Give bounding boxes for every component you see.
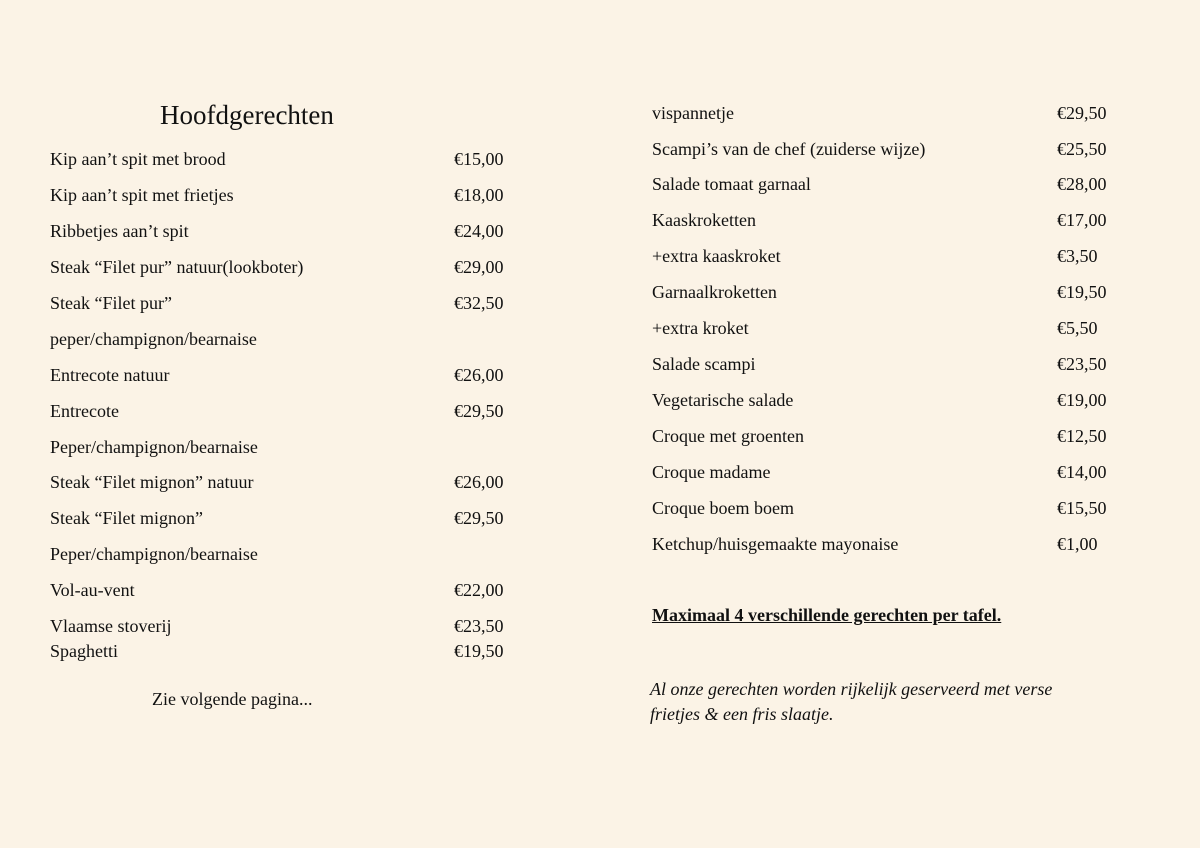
menu-item	[50, 220, 530, 242]
menu-item-name: Steak “Filet mignon” natuur	[50, 472, 254, 492]
menu-item	[50, 148, 530, 170]
menu-item-name: Ketchup/huisgemaakte mayonaise	[652, 534, 899, 554]
menu-item-price: €24,00	[454, 221, 504, 241]
menu-item-name: Vol-au-vent	[50, 580, 135, 600]
menu-item	[652, 173, 1172, 195]
menu-item-price: €14,00	[1057, 462, 1107, 482]
menu-item-price: €29,50	[454, 401, 504, 421]
menu-item-price: €23,50	[1057, 354, 1107, 374]
menu-item-name: Croque boem boem	[652, 498, 794, 518]
menu-item-subline	[50, 543, 530, 565]
menu-item	[652, 461, 1172, 483]
menu-item-name: +extra kaaskroket	[652, 246, 781, 266]
menu-item-price: €3,50	[1057, 246, 1098, 266]
section-title: Hoofdgerechten	[160, 100, 334, 130]
menu-item	[50, 507, 530, 529]
menu-item	[652, 317, 1172, 339]
menu-item-price: €26,00	[454, 365, 504, 385]
menu-item-name: Kip aan’t spit met frietjes	[50, 185, 234, 205]
menu-item	[50, 579, 530, 601]
menu-item-price: €23,50	[454, 616, 504, 636]
serving-note	[650, 677, 1180, 727]
menu-item-price: €19,50	[454, 641, 504, 661]
menu-item-name: vispannetje	[652, 103, 734, 123]
menu-item-name: Salade scampi	[652, 354, 756, 374]
menu-item-subline	[50, 328, 530, 350]
menu-item-price: €28,00	[1057, 174, 1107, 194]
menu-item	[50, 615, 530, 637]
serving-note-line: Al onze gerechten worden rijkelijk geserveerd met verse	[650, 679, 1053, 699]
menu-item-name: +extra kroket	[652, 318, 749, 338]
menu-item-price: €29,00	[454, 257, 504, 277]
menu-item-name: Spaghetti	[50, 641, 118, 661]
menu-item	[652, 533, 1172, 555]
menu-item-price: €18,00	[454, 185, 504, 205]
menu-item-price: €26,00	[454, 472, 504, 492]
menu-item	[50, 471, 530, 493]
next-page-note: Zie volgende pagina...	[152, 689, 313, 709]
menu-item	[652, 281, 1172, 303]
menu-item	[652, 102, 1172, 124]
menu-item	[652, 425, 1172, 447]
menu-item	[652, 138, 1172, 160]
menu-item	[50, 364, 530, 386]
menu-item-price: €19,00	[1057, 390, 1107, 410]
menu-item	[652, 353, 1172, 375]
menu-item	[652, 497, 1172, 519]
menu-item-price: €22,00	[454, 580, 504, 600]
menu-item	[652, 209, 1172, 231]
menu-item-price: €19,50	[1057, 282, 1107, 302]
menu-item	[50, 256, 530, 278]
menu-item	[50, 640, 530, 662]
menu-item-name: Steak “Filet pur” natuur(lookboter)	[50, 257, 304, 277]
menu-item-subline	[50, 436, 530, 458]
right-page	[600, 0, 1200, 848]
menu-item-name: Ribbetjes aan’t spit	[50, 221, 189, 241]
menu-item-name: Croque met groenten	[652, 426, 804, 446]
menu-item-name: Garnaalkroketten	[652, 282, 777, 302]
menu-item-name: Entrecote natuur	[50, 365, 170, 385]
menu-item-name: Scampi’s van de chef (zuiderse wijze)	[652, 139, 926, 159]
menu-item-price: €15,50	[1057, 498, 1107, 518]
menu-item-name: Vlaamse stoverij	[50, 616, 172, 636]
menu-item-name: Entrecote	[50, 401, 119, 421]
menu-item-name: Croque madame	[652, 462, 771, 482]
menu-item-price: €17,00	[1057, 210, 1107, 230]
menu-item-name: Steak “Filet pur”	[50, 293, 172, 313]
menu-item-price: €29,50	[1057, 103, 1107, 123]
menu-item-name: Salade tomaat garnaal	[652, 174, 811, 194]
menu-item	[50, 400, 530, 422]
menu-item	[652, 389, 1172, 411]
menu-item-price: €25,50	[1057, 139, 1107, 159]
menu-item-name: Peper/champignon/bearnaise	[50, 437, 258, 457]
serving-note-line: frietjes & een fris slaatje.	[650, 704, 834, 724]
menu-item-price: €1,00	[1057, 534, 1098, 554]
menu-item-name: Kaaskroketten	[652, 210, 756, 230]
menu-item	[50, 292, 530, 314]
menu-item-price: €15,00	[454, 149, 504, 169]
menu-item-price: €32,50	[454, 293, 504, 313]
menu-item-name: Steak “Filet mignon”	[50, 508, 203, 528]
menu-item	[50, 184, 530, 206]
menu-item-name: peper/champignon/bearnaise	[50, 329, 257, 349]
menu-item-name: Peper/champignon/bearnaise	[50, 544, 258, 564]
menu-item-price: €5,50	[1057, 318, 1098, 338]
menu-item-price: €29,50	[454, 508, 504, 528]
menu-item	[652, 245, 1172, 267]
menu-item-name: Vegetarische salade	[652, 390, 794, 410]
table-limit-notice: Maximaal 4 verschillende gerechten per tafel.	[652, 605, 1002, 625]
menu-item-price: €12,50	[1057, 426, 1107, 446]
menu-item-name: Kip aan’t spit met brood	[50, 149, 226, 169]
